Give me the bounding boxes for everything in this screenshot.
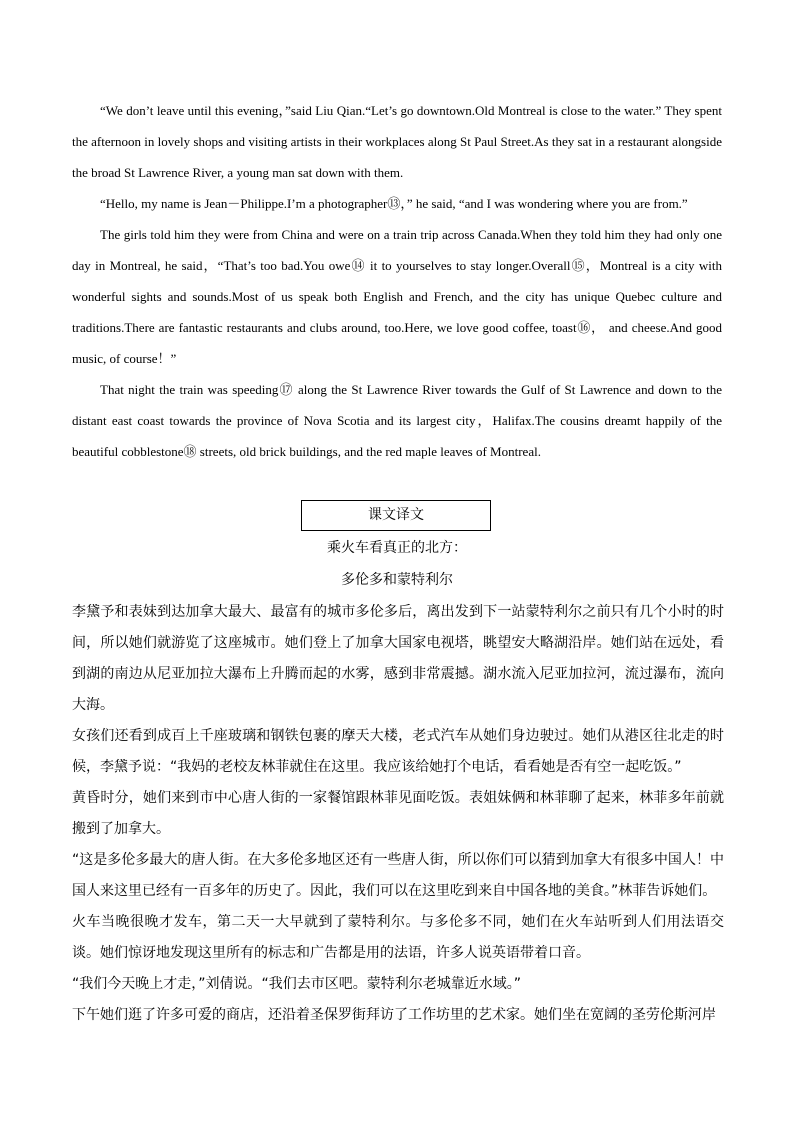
chinese-paragraph-3: 黄昏时分，她们来到市中心唐人街的一家餐馆跟林菲见面吃饭。表姐妹俩和林菲聊了起来，林菲多年前就搬到了加拿大。 xyxy=(72,790,724,837)
section-label-box: 课文译文 xyxy=(301,500,491,531)
english-passage xyxy=(72,95,722,467)
chinese-paragraph-4: “这是多伦多最大的唐人街。在大多伦多地区还有一些唐人街，所以你们可以猜到加拿大有很多中国人！中国人来这里已经有一百多年的历史了。因此，我们可以在这里吃到来自中国各地的美食。”林菲告诉她们。 xyxy=(72,852,724,899)
english-paragraph-3: The girls told him they were from China and were on a train trip across Canada.When they told him they had only one day in Montreal, he said，“That’s too bad.You owe⑭ it to yourselves to stay longer.Overall⑮，Montreal is a city with wonderful sights and sounds.Most of us speak both English and French, and the city has unique Quebec culture and traditions.There are fantastic restaurants and clubs around, too.Here, we love good coffee, toast⑯， and cheese.And good music, of course！” xyxy=(72,227,722,366)
chinese-title-line-1: 乘火车看真正的北方： xyxy=(327,540,467,556)
chinese-paragraph-5: 火车当晚很晚才发车，第二天一大早就到了蒙特利尔。与多伦多不同，她们在火车站听到人们用法语交谈。她们惊讶地发现这里所有的标志和广告都是用的法语，许多人说英语带着口音。 xyxy=(72,914,724,961)
english-paragraph-2: “Hello, my name is Jean－Philippe.I’m a photographer⑬，” he said, “and I was wondering where you are from.” xyxy=(100,196,688,211)
english-paragraph-1: “We don’t leave until this evening，”said Liu Qian.“Let’s go downtown.Old Montreal is close to the water.” They spent the afternoon in lovely shops and visiting artists in their workplaces along St Paul Street.As they sat in a restaurant alongside the broad St Lawrence River, a young man sat down with them. xyxy=(72,103,722,180)
chinese-title-line-2: 多伦多和蒙特利尔 xyxy=(341,572,453,588)
chinese-paragraph-2: 女孩们还看到成百上千座玻璃和钢铁包裹的摩天大楼，老式汽车从她们身边驶过。她们从港区往北走的时候，李黛予说：“我妈的老校友林菲就住在这里。我应该给她打个电话，看看她是否有空一起吃饭。” xyxy=(72,728,724,775)
english-paragraph-4: That night the train was speeding⑰ along the St Lawrence River towards the Gulf of St Lawrence and down to the distant east coast towards the province of Nova Scotia and its largest city，Halifax.The cousins dreamt happily of the beautiful cobblestone⑱ streets, old brick buildings, and the red maple leaves of Montreal. xyxy=(72,382,722,459)
chinese-paragraph-7: 下午她们逛了许多可爱的商店，还沿着圣保罗街拜访了工作坊里的艺术家。她们坐在宽阔的圣劳伦斯河岸 xyxy=(72,1007,716,1023)
chinese-paragraph-1: 李黛予和表妹到达加拿大最大、最富有的城市多伦多后，离出发到下一站蒙特利尔之前只有几个小时的时间，所以她们就游览了这座城市。她们登上了加拿大国家电视塔，眺望安大略湖沿岸。她们站在远处，看到湖的南边从尼亚加拉大瀑布上升腾而起的水雾，感到非常震撼。湖水流入尼亚加拉河，流过瀑布，流向大海。 xyxy=(72,604,724,713)
chinese-paragraph-6: “我们今天晚上才走，”刘倩说。“我们去市区吧。蒙特利尔老城靠近水域。” xyxy=(72,976,522,992)
chinese-translation xyxy=(72,597,724,1031)
